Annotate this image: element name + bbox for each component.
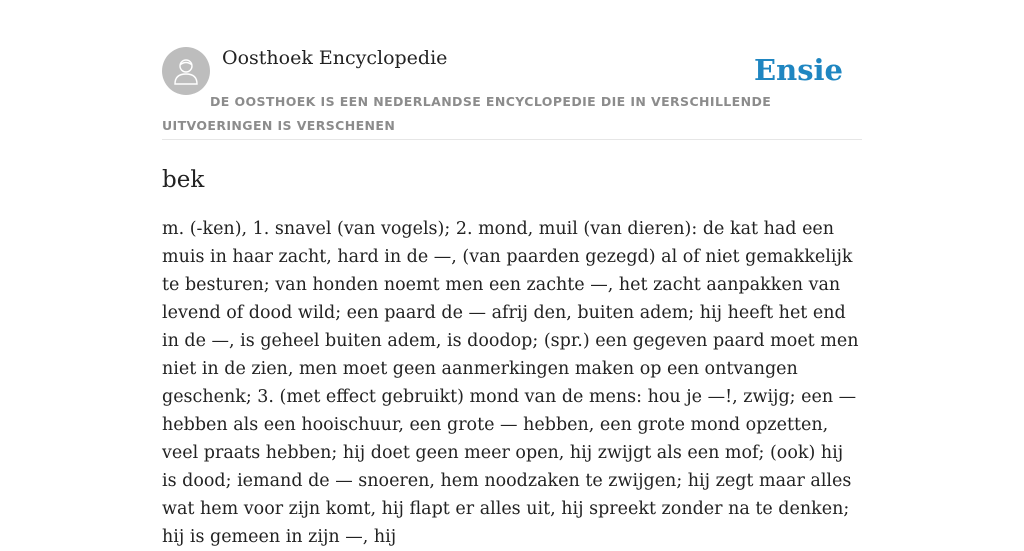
entry-body: m. (-ken), 1. snavel (van vogels); 2. mond, muil (van dieren): de kat had een muis in haar zacht, hard in de —, (van paarden gezegd) al of niet gemakkelijk te besturen; van honden noemt men een zachte —, het zacht aanpakken van levend of dood wild; een paard de — afrij den, buiten adem; hij heeft het end in de —, is geheel buiten adem, is doodop; (spr.) een gegeven paard moet men niet in de zien, men moet geen aanmerkingen maken op een ontvangen geschenk; 3. (met effect gebruikt) mond van de mens: hou je —!, zwijg; een — hebben als een hooischuur, een grote — hebben, een grote mond opzetten, veel praats hebben; hij doet geen meer open, hij zwijgt als een mof; (ook) hij is dood; iemand de — snoeren, hem noodzaken te zwijgen; hij zegt maar alles wat hem voor zijn komt, hij flapt er alles uit, hij spreekt zonder na te denken; hij is gemeen in zijn —, hij xyxy=(162,219,859,547)
ensie-logo[interactable]: Ensie xyxy=(754,53,843,87)
site-title[interactable]: Oosthoek Encyclopedie xyxy=(222,47,448,69)
site-tagline: DE OOSTHOEK IS EEN NEDERLANDSE ENCYCLOPEDIE DIE IN VERSCHILLENDE UITVOERINGEN IS VERSCHENEN xyxy=(162,94,772,133)
user-icon xyxy=(173,57,199,85)
page xyxy=(162,0,862,551)
avatar[interactable] xyxy=(162,47,210,95)
site-header xyxy=(162,46,862,140)
entry-title: bek xyxy=(162,167,205,193)
